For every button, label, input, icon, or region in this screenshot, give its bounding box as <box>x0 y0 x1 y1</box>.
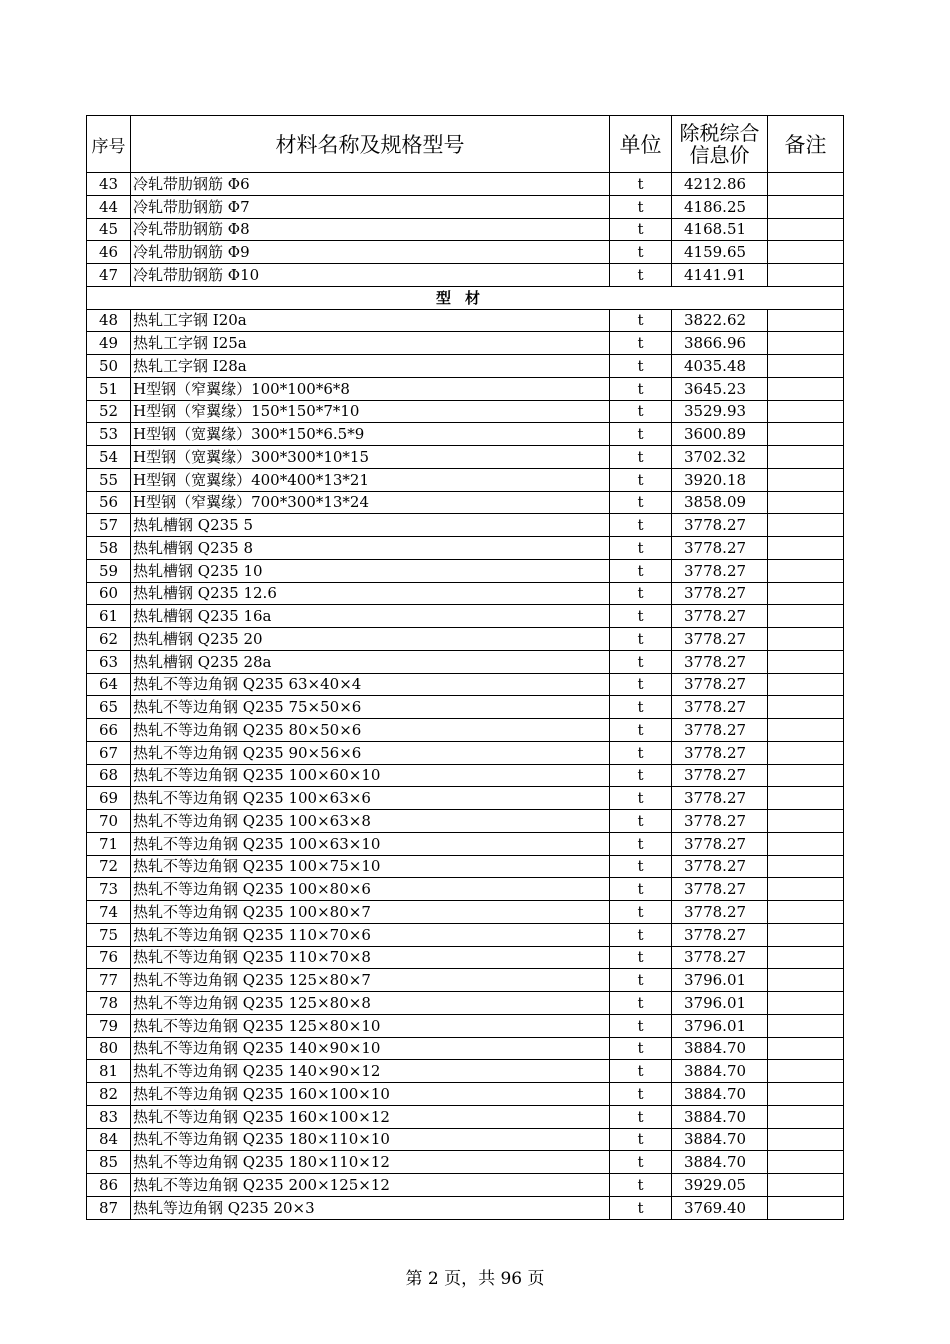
cell-price: 3778.27 <box>672 628 768 651</box>
cell-note <box>768 650 844 673</box>
cell-price: 3778.27 <box>672 832 768 855</box>
cell-name: 冷轧带肋钢筋 Φ8 <box>131 218 610 241</box>
cell-name: 热轧不等边角钢 Q235 100×63×6 <box>131 787 610 810</box>
header-note: 备注 <box>768 116 844 173</box>
cell-unit: t <box>610 901 672 924</box>
cell-note <box>768 628 844 651</box>
cell-note <box>768 582 844 605</box>
table-row <box>87 741 844 764</box>
cell-price: 3796.01 <box>672 969 768 992</box>
cell-unit: t <box>610 969 672 992</box>
cell-seq: 60 <box>87 582 131 605</box>
table-row <box>87 901 844 924</box>
cell-price: 3778.27 <box>672 673 768 696</box>
cell-unit: t <box>610 787 672 810</box>
table-row <box>87 1083 844 1106</box>
cell-seq: 68 <box>87 764 131 787</box>
cell-seq: 73 <box>87 878 131 901</box>
cell-unit: t <box>610 264 672 287</box>
cell-note <box>768 1128 844 1151</box>
cell-unit: t <box>610 1014 672 1037</box>
table-row <box>87 1037 844 1060</box>
table-row <box>87 1196 844 1219</box>
cell-price: 3866.96 <box>672 332 768 355</box>
cell-price: 3702.32 <box>672 446 768 469</box>
cell-name: 热轧槽钢 Q235 28a <box>131 650 610 673</box>
cell-name: 冷轧带肋钢筋 Φ7 <box>131 195 610 218</box>
table-row <box>87 787 844 810</box>
table-row <box>87 1151 844 1174</box>
table-row <box>87 764 844 787</box>
cell-note <box>768 446 844 469</box>
table-row <box>87 332 844 355</box>
cell-note <box>768 946 844 969</box>
cell-note <box>768 992 844 1015</box>
cell-unit: t <box>610 355 672 378</box>
cell-unit: t <box>610 514 672 537</box>
table-row <box>87 264 844 287</box>
cell-price: 4212.86 <box>672 173 768 196</box>
cell-note <box>768 537 844 560</box>
section-title: 型材 <box>87 286 844 309</box>
cell-note <box>768 514 844 537</box>
cell-name: H型钢（宽翼缘）400*400*13*21 <box>131 468 610 491</box>
cell-seq: 55 <box>87 468 131 491</box>
cell-unit: t <box>610 810 672 833</box>
table-row <box>87 1174 844 1197</box>
cell-price: 3778.27 <box>672 559 768 582</box>
cell-price: 4141.91 <box>672 264 768 287</box>
cell-price: 3884.70 <box>672 1083 768 1106</box>
cell-note <box>768 218 844 241</box>
cell-name: 热轧不等边角钢 Q235 75×50×6 <box>131 696 610 719</box>
cell-price: 3778.27 <box>672 650 768 673</box>
table-body-b <box>87 309 844 1219</box>
table-row <box>87 832 844 855</box>
cell-unit: t <box>610 946 672 969</box>
cell-note <box>768 673 844 696</box>
cell-unit: t <box>610 832 672 855</box>
cell-unit: t <box>610 332 672 355</box>
table-row <box>87 992 844 1015</box>
cell-seq: 71 <box>87 832 131 855</box>
cell-price: 3884.70 <box>672 1037 768 1060</box>
cell-unit: t <box>610 992 672 1015</box>
cell-price: 3778.27 <box>672 764 768 787</box>
cell-price: 3769.40 <box>672 1196 768 1219</box>
cell-note <box>768 1037 844 1060</box>
cell-unit: t <box>610 218 672 241</box>
table-row <box>87 582 844 605</box>
cell-seq: 72 <box>87 855 131 878</box>
cell-price: 3778.27 <box>672 855 768 878</box>
cell-note <box>768 332 844 355</box>
cell-unit: t <box>610 878 672 901</box>
cell-name: 冷轧带肋钢筋 Φ9 <box>131 241 610 264</box>
cell-note <box>768 264 844 287</box>
cell-note <box>768 355 844 378</box>
cell-note <box>768 741 844 764</box>
cell-unit: t <box>610 1128 672 1151</box>
cell-seq: 83 <box>87 1105 131 1128</box>
cell-name: 热轧不等边角钢 Q235 80×50×6 <box>131 719 610 742</box>
cell-note <box>768 1060 844 1083</box>
cell-price: 3778.27 <box>672 605 768 628</box>
cell-seq: 77 <box>87 969 131 992</box>
cell-unit: t <box>610 1196 672 1219</box>
cell-note <box>768 1196 844 1219</box>
table-row <box>87 468 844 491</box>
cell-unit: t <box>610 855 672 878</box>
cell-seq: 86 <box>87 1174 131 1197</box>
cell-name: 热轧槽钢 Q235 12.6 <box>131 582 610 605</box>
table-row <box>87 309 844 332</box>
cell-unit: t <box>610 446 672 469</box>
cell-seq: 53 <box>87 423 131 446</box>
header-seq: 序号 <box>87 116 131 173</box>
cell-name: 热轧不等边角钢 Q235 100×60×10 <box>131 764 610 787</box>
cell-unit: t <box>610 195 672 218</box>
cell-note <box>768 901 844 924</box>
cell-name: 热轧不等边角钢 Q235 180×110×12 <box>131 1151 610 1174</box>
cell-name: 热轧不等边角钢 Q235 160×100×10 <box>131 1083 610 1106</box>
cell-seq: 48 <box>87 309 131 332</box>
cell-seq: 75 <box>87 923 131 946</box>
cell-note <box>768 1151 844 1174</box>
cell-price: 3778.27 <box>672 810 768 833</box>
cell-note <box>768 923 844 946</box>
cell-note <box>768 810 844 833</box>
table-row <box>87 446 844 469</box>
cell-price: 3778.27 <box>672 582 768 605</box>
cell-seq: 81 <box>87 1060 131 1083</box>
cell-seq: 58 <box>87 537 131 560</box>
cell-seq: 54 <box>87 446 131 469</box>
cell-price: 3778.27 <box>672 741 768 764</box>
cell-unit: t <box>610 696 672 719</box>
cell-name: 热轧槽钢 Q235 8 <box>131 537 610 560</box>
cell-unit: t <box>610 582 672 605</box>
cell-name: 热轧不等边角钢 Q235 180×110×10 <box>131 1128 610 1151</box>
cell-seq: 67 <box>87 741 131 764</box>
cell-unit: t <box>610 628 672 651</box>
table-row <box>87 696 844 719</box>
cell-note <box>768 241 844 264</box>
cell-seq: 45 <box>87 218 131 241</box>
cell-name: 热轧槽钢 Q235 5 <box>131 514 610 537</box>
cell-note <box>768 719 844 742</box>
table-row <box>87 173 844 196</box>
cell-name: 热轧不等边角钢 Q235 200×125×12 <box>131 1174 610 1197</box>
cell-name: H型钢（宽翼缘）300*300*10*15 <box>131 446 610 469</box>
table-row <box>87 946 844 969</box>
cell-name: 热轧不等边角钢 Q235 125×80×7 <box>131 969 610 992</box>
cell-name: 热轧不等边角钢 Q235 100×63×10 <box>131 832 610 855</box>
cell-unit: t <box>610 764 672 787</box>
table-row <box>87 355 844 378</box>
cell-name: 热轧不等边角钢 Q235 100×80×6 <box>131 878 610 901</box>
cell-note <box>768 787 844 810</box>
cell-seq: 50 <box>87 355 131 378</box>
cell-name: 冷轧带肋钢筋 Φ10 <box>131 264 610 287</box>
header-price-line1: 除税综合 <box>679 121 760 145</box>
cell-price: 3600.89 <box>672 423 768 446</box>
cell-name: 热轧不等边角钢 Q235 63×40×4 <box>131 673 610 696</box>
cell-unit: t <box>610 719 672 742</box>
cell-name: 热轧工字钢 I25a <box>131 332 610 355</box>
table-row <box>87 969 844 992</box>
cell-name: 热轧槽钢 Q235 20 <box>131 628 610 651</box>
cell-seq: 85 <box>87 1151 131 1174</box>
cell-unit: t <box>610 173 672 196</box>
cell-price: 3778.27 <box>672 901 768 924</box>
table-row <box>87 1014 844 1037</box>
table-row <box>87 673 844 696</box>
cell-price: 3778.27 <box>672 787 768 810</box>
cell-unit: t <box>610 650 672 673</box>
cell-unit: t <box>610 423 672 446</box>
table-row <box>87 514 844 537</box>
cell-unit: t <box>610 1060 672 1083</box>
cell-seq: 69 <box>87 787 131 810</box>
cell-note <box>768 400 844 423</box>
cell-name: 热轧不等边角钢 Q235 125×80×10 <box>131 1014 610 1037</box>
cell-price: 3796.01 <box>672 992 768 1015</box>
cell-price: 3822.62 <box>672 309 768 332</box>
cell-note <box>768 855 844 878</box>
cell-seq: 78 <box>87 992 131 1015</box>
header-price-line2: 信息价 <box>689 143 750 167</box>
cell-unit: t <box>610 923 672 946</box>
cell-seq: 66 <box>87 719 131 742</box>
cell-note <box>768 696 844 719</box>
table-row <box>87 719 844 742</box>
cell-seq: 79 <box>87 1014 131 1037</box>
cell-price: 3858.09 <box>672 491 768 514</box>
table-row <box>87 605 844 628</box>
cell-name: 热轧不等边角钢 Q235 160×100×12 <box>131 1105 610 1128</box>
cell-name: H型钢（窄翼缘）150*150*7*10 <box>131 400 610 423</box>
cell-unit: t <box>610 537 672 560</box>
header-row <box>87 116 844 173</box>
cell-unit: t <box>610 241 672 264</box>
cell-note <box>768 764 844 787</box>
cell-name: 热轧不等边角钢 Q235 140×90×10 <box>131 1037 610 1060</box>
cell-seq: 59 <box>87 559 131 582</box>
cell-name: 热轧工字钢 I20a <box>131 309 610 332</box>
cell-seq: 61 <box>87 605 131 628</box>
cell-seq: 47 <box>87 264 131 287</box>
cell-seq: 52 <box>87 400 131 423</box>
section-row-group <box>87 286 844 309</box>
cell-price: 3778.27 <box>672 696 768 719</box>
cell-name: 热轧不等边角钢 Q235 100×75×10 <box>131 855 610 878</box>
table-row <box>87 923 844 946</box>
table-row <box>87 1105 844 1128</box>
table-row <box>87 628 844 651</box>
cell-seq: 43 <box>87 173 131 196</box>
cell-note <box>768 195 844 218</box>
cell-note <box>768 1014 844 1037</box>
table-row <box>87 241 844 264</box>
cell-seq: 76 <box>87 946 131 969</box>
cell-seq: 62 <box>87 628 131 651</box>
table-row <box>87 855 844 878</box>
cell-unit: t <box>610 559 672 582</box>
price-table <box>86 115 844 1220</box>
cell-note <box>768 377 844 400</box>
table-row <box>87 1060 844 1083</box>
cell-seq: 51 <box>87 377 131 400</box>
cell-note <box>768 491 844 514</box>
cell-note <box>768 832 844 855</box>
cell-price: 4035.48 <box>672 355 768 378</box>
cell-seq: 57 <box>87 514 131 537</box>
cell-note <box>768 605 844 628</box>
cell-price: 3645.23 <box>672 377 768 400</box>
cell-unit: t <box>610 1037 672 1060</box>
cell-name: H型钢（窄翼缘）700*300*13*24 <box>131 491 610 514</box>
table-row <box>87 491 844 514</box>
table-row <box>87 195 844 218</box>
cell-seq: 84 <box>87 1128 131 1151</box>
cell-note <box>768 309 844 332</box>
cell-name: 热轧不等边角钢 Q235 110×70×6 <box>131 923 610 946</box>
cell-note <box>768 423 844 446</box>
cell-name: 热轧不等边角钢 Q235 110×70×8 <box>131 946 610 969</box>
cell-unit: t <box>610 377 672 400</box>
cell-price: 3796.01 <box>672 1014 768 1037</box>
cell-unit: t <box>610 1151 672 1174</box>
cell-name: 热轧不等边角钢 Q235 125×80×8 <box>131 992 610 1015</box>
cell-name: 热轧不等边角钢 Q235 140×90×12 <box>131 1060 610 1083</box>
cell-note <box>768 468 844 491</box>
cell-seq: 82 <box>87 1083 131 1106</box>
cell-price: 4186.25 <box>672 195 768 218</box>
cell-name: 热轧工字钢 I28a <box>131 355 610 378</box>
table-row <box>87 1128 844 1151</box>
cell-note <box>768 1105 844 1128</box>
cell-seq: 46 <box>87 241 131 264</box>
cell-unit: t <box>610 1174 672 1197</box>
cell-name: 热轧不等边角钢 Q235 100×80×7 <box>131 901 610 924</box>
cell-note <box>768 1083 844 1106</box>
table-row <box>87 650 844 673</box>
cell-price: 3778.27 <box>672 878 768 901</box>
table-row <box>87 537 844 560</box>
cell-price: 3778.27 <box>672 923 768 946</box>
table-row <box>87 218 844 241</box>
cell-unit: t <box>610 673 672 696</box>
cell-unit: t <box>610 491 672 514</box>
table-row <box>87 423 844 446</box>
cell-seq: 44 <box>87 195 131 218</box>
cell-name: H型钢（窄翼缘）100*100*6*8 <box>131 377 610 400</box>
cell-name: 热轧不等边角钢 Q235 100×63×8 <box>131 810 610 833</box>
cell-seq: 63 <box>87 650 131 673</box>
cell-seq: 65 <box>87 696 131 719</box>
cell-price: 3778.27 <box>672 946 768 969</box>
cell-unit: t <box>610 309 672 332</box>
cell-unit: t <box>610 1105 672 1128</box>
cell-price: 3778.27 <box>672 514 768 537</box>
cell-seq: 74 <box>87 901 131 924</box>
cell-name: 热轧等边角钢 Q235 20×3 <box>131 1196 610 1219</box>
cell-price: 4159.65 <box>672 241 768 264</box>
cell-price: 3884.70 <box>672 1105 768 1128</box>
cell-seq: 87 <box>87 1196 131 1219</box>
page-footer: 第 2 页，共 96 页 <box>405 1269 545 1289</box>
cell-name: 热轧不等边角钢 Q235 90×56×6 <box>131 741 610 764</box>
table-body-a <box>87 173 844 287</box>
cell-note <box>768 969 844 992</box>
cell-unit: t <box>610 400 672 423</box>
cell-price: 4168.51 <box>672 218 768 241</box>
table-row <box>87 878 844 901</box>
cell-unit: t <box>610 468 672 491</box>
table-row <box>87 810 844 833</box>
cell-note <box>768 559 844 582</box>
cell-note <box>768 878 844 901</box>
section-row <box>87 286 844 309</box>
cell-price: 3778.27 <box>672 719 768 742</box>
table-row <box>87 377 844 400</box>
table-row <box>87 559 844 582</box>
cell-seq: 56 <box>87 491 131 514</box>
cell-unit: t <box>610 605 672 628</box>
cell-price: 3778.27 <box>672 537 768 560</box>
cell-price: 3920.18 <box>672 468 768 491</box>
cell-seq: 70 <box>87 810 131 833</box>
cell-seq: 49 <box>87 332 131 355</box>
cell-unit: t <box>610 741 672 764</box>
header-unit: 单位 <box>610 116 672 173</box>
cell-price: 3884.70 <box>672 1151 768 1174</box>
cell-price: 3529.93 <box>672 400 768 423</box>
cell-name: 热轧槽钢 Q235 10 <box>131 559 610 582</box>
header-name: 材料名称及规格型号 <box>131 116 610 173</box>
cell-note <box>768 173 844 196</box>
cell-name: H型钢（宽翼缘）300*150*6.5*9 <box>131 423 610 446</box>
cell-name: 冷轧带肋钢筋 Φ6 <box>131 173 610 196</box>
cell-price: 3929.05 <box>672 1174 768 1197</box>
cell-note <box>768 1174 844 1197</box>
cell-seq: 80 <box>87 1037 131 1060</box>
cell-unit: t <box>610 1083 672 1106</box>
cell-price: 3884.70 <box>672 1060 768 1083</box>
cell-seq: 64 <box>87 673 131 696</box>
table-row <box>87 400 844 423</box>
cell-price: 3884.70 <box>672 1128 768 1151</box>
header-price <box>672 116 768 173</box>
cell-name: 热轧槽钢 Q235 16a <box>131 605 610 628</box>
